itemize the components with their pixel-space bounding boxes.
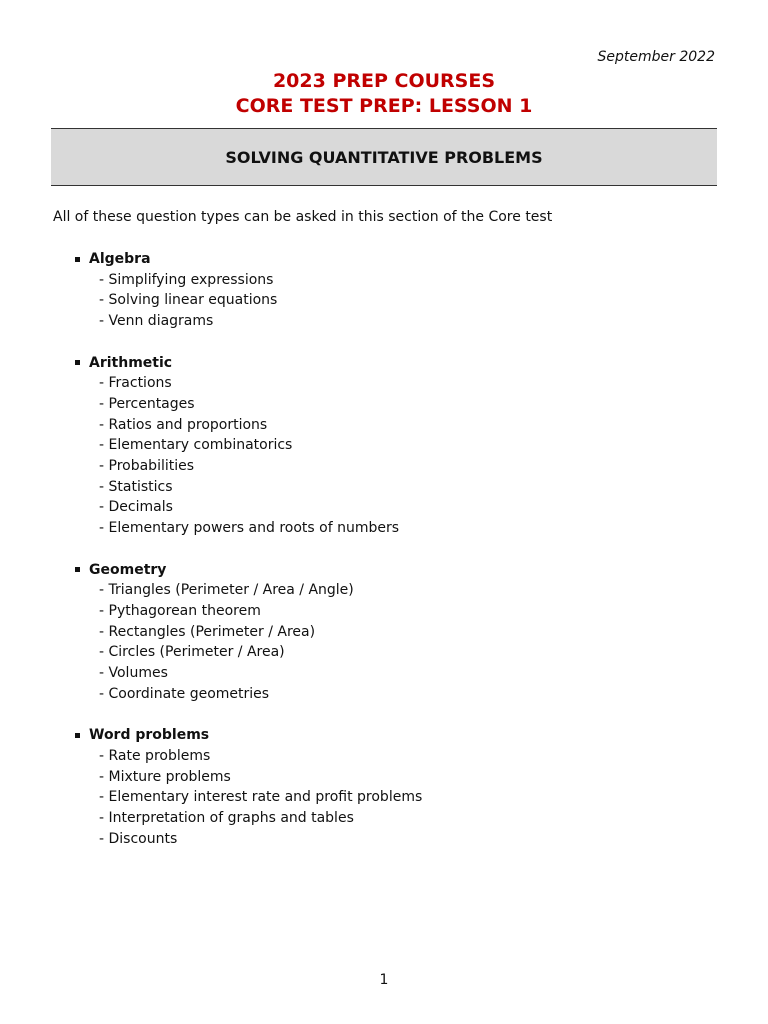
list-item: - Rate problems — [99, 747, 211, 764]
list-item: - Triangles (Perimeter / Area / Angle) — [99, 582, 354, 599]
bullet-icon — [75, 567, 80, 572]
section-title: SOLVING QUANTITATIVE PROBLEMS — [225, 147, 543, 167]
list-item: - Simplifying expressions — [99, 271, 274, 288]
list-item: - Ratios and proportions — [99, 416, 268, 433]
list-item: - Elementary interest rate and profit problems — [99, 789, 423, 806]
list-item: - Decimals — [99, 499, 173, 516]
list-item: - Interpretation of graphs and tables — [99, 809, 354, 826]
bullet-icon — [75, 257, 80, 262]
topic-subitems — [75, 270, 422, 332]
topic-geometry — [75, 560, 422, 705]
document-title-block — [0, 69, 768, 119]
list-item: - Discounts — [99, 830, 178, 847]
intro-paragraph: All of these question types can be asked in this section of the Core test — [53, 209, 553, 225]
list-item: - Statistics — [99, 478, 173, 495]
list-item: - Elementary powers and roots of numbers — [99, 520, 400, 537]
topic-label: Arithmetic — [89, 354, 173, 371]
topic-label: Algebra — [89, 251, 151, 267]
list-item: - Mixture problems — [99, 768, 231, 785]
section-banner — [51, 128, 717, 186]
list-item: - Rectangles (Perimeter / Area) — [99, 623, 316, 640]
list-item: - Coordinate geometries — [99, 685, 270, 702]
title-line-1: 2023 PREP COURSES — [272, 70, 496, 92]
list-item: - Venn diagrams — [99, 313, 214, 330]
list-item: - Fractions — [99, 375, 172, 392]
topic-heading — [75, 560, 422, 581]
topic-heading — [75, 725, 422, 746]
topic-heading — [75, 249, 422, 270]
topic-algebra — [75, 249, 422, 332]
topic-word-problems — [75, 725, 422, 849]
list-item: - Circles (Perimeter / Area) — [99, 644, 285, 661]
topic-subitems — [75, 746, 422, 850]
list-item: - Volumes — [99, 665, 168, 682]
document-date: September 2022 — [597, 49, 715, 65]
bullet-icon — [75, 360, 80, 365]
page-number: 1 — [379, 972, 389, 988]
list-item: - Percentages — [99, 395, 195, 412]
list-item: - Elementary combinatorics — [99, 437, 293, 454]
topic-subitems — [75, 580, 422, 704]
topic-label: Geometry — [89, 561, 167, 578]
topic-label: Word problems — [89, 727, 210, 744]
list-item: - Probabilities — [99, 458, 195, 475]
topic-arithmetic — [75, 353, 422, 539]
title-line-2: CORE TEST PREP: LESSON 1 — [235, 95, 533, 117]
bullet-icon — [75, 733, 80, 738]
list-item: - Pythagorean theorem — [99, 602, 261, 619]
topic-subitems — [75, 373, 422, 539]
topic-list — [75, 249, 422, 870]
topic-heading — [75, 353, 422, 374]
list-item: - Solving linear equations — [99, 292, 278, 309]
